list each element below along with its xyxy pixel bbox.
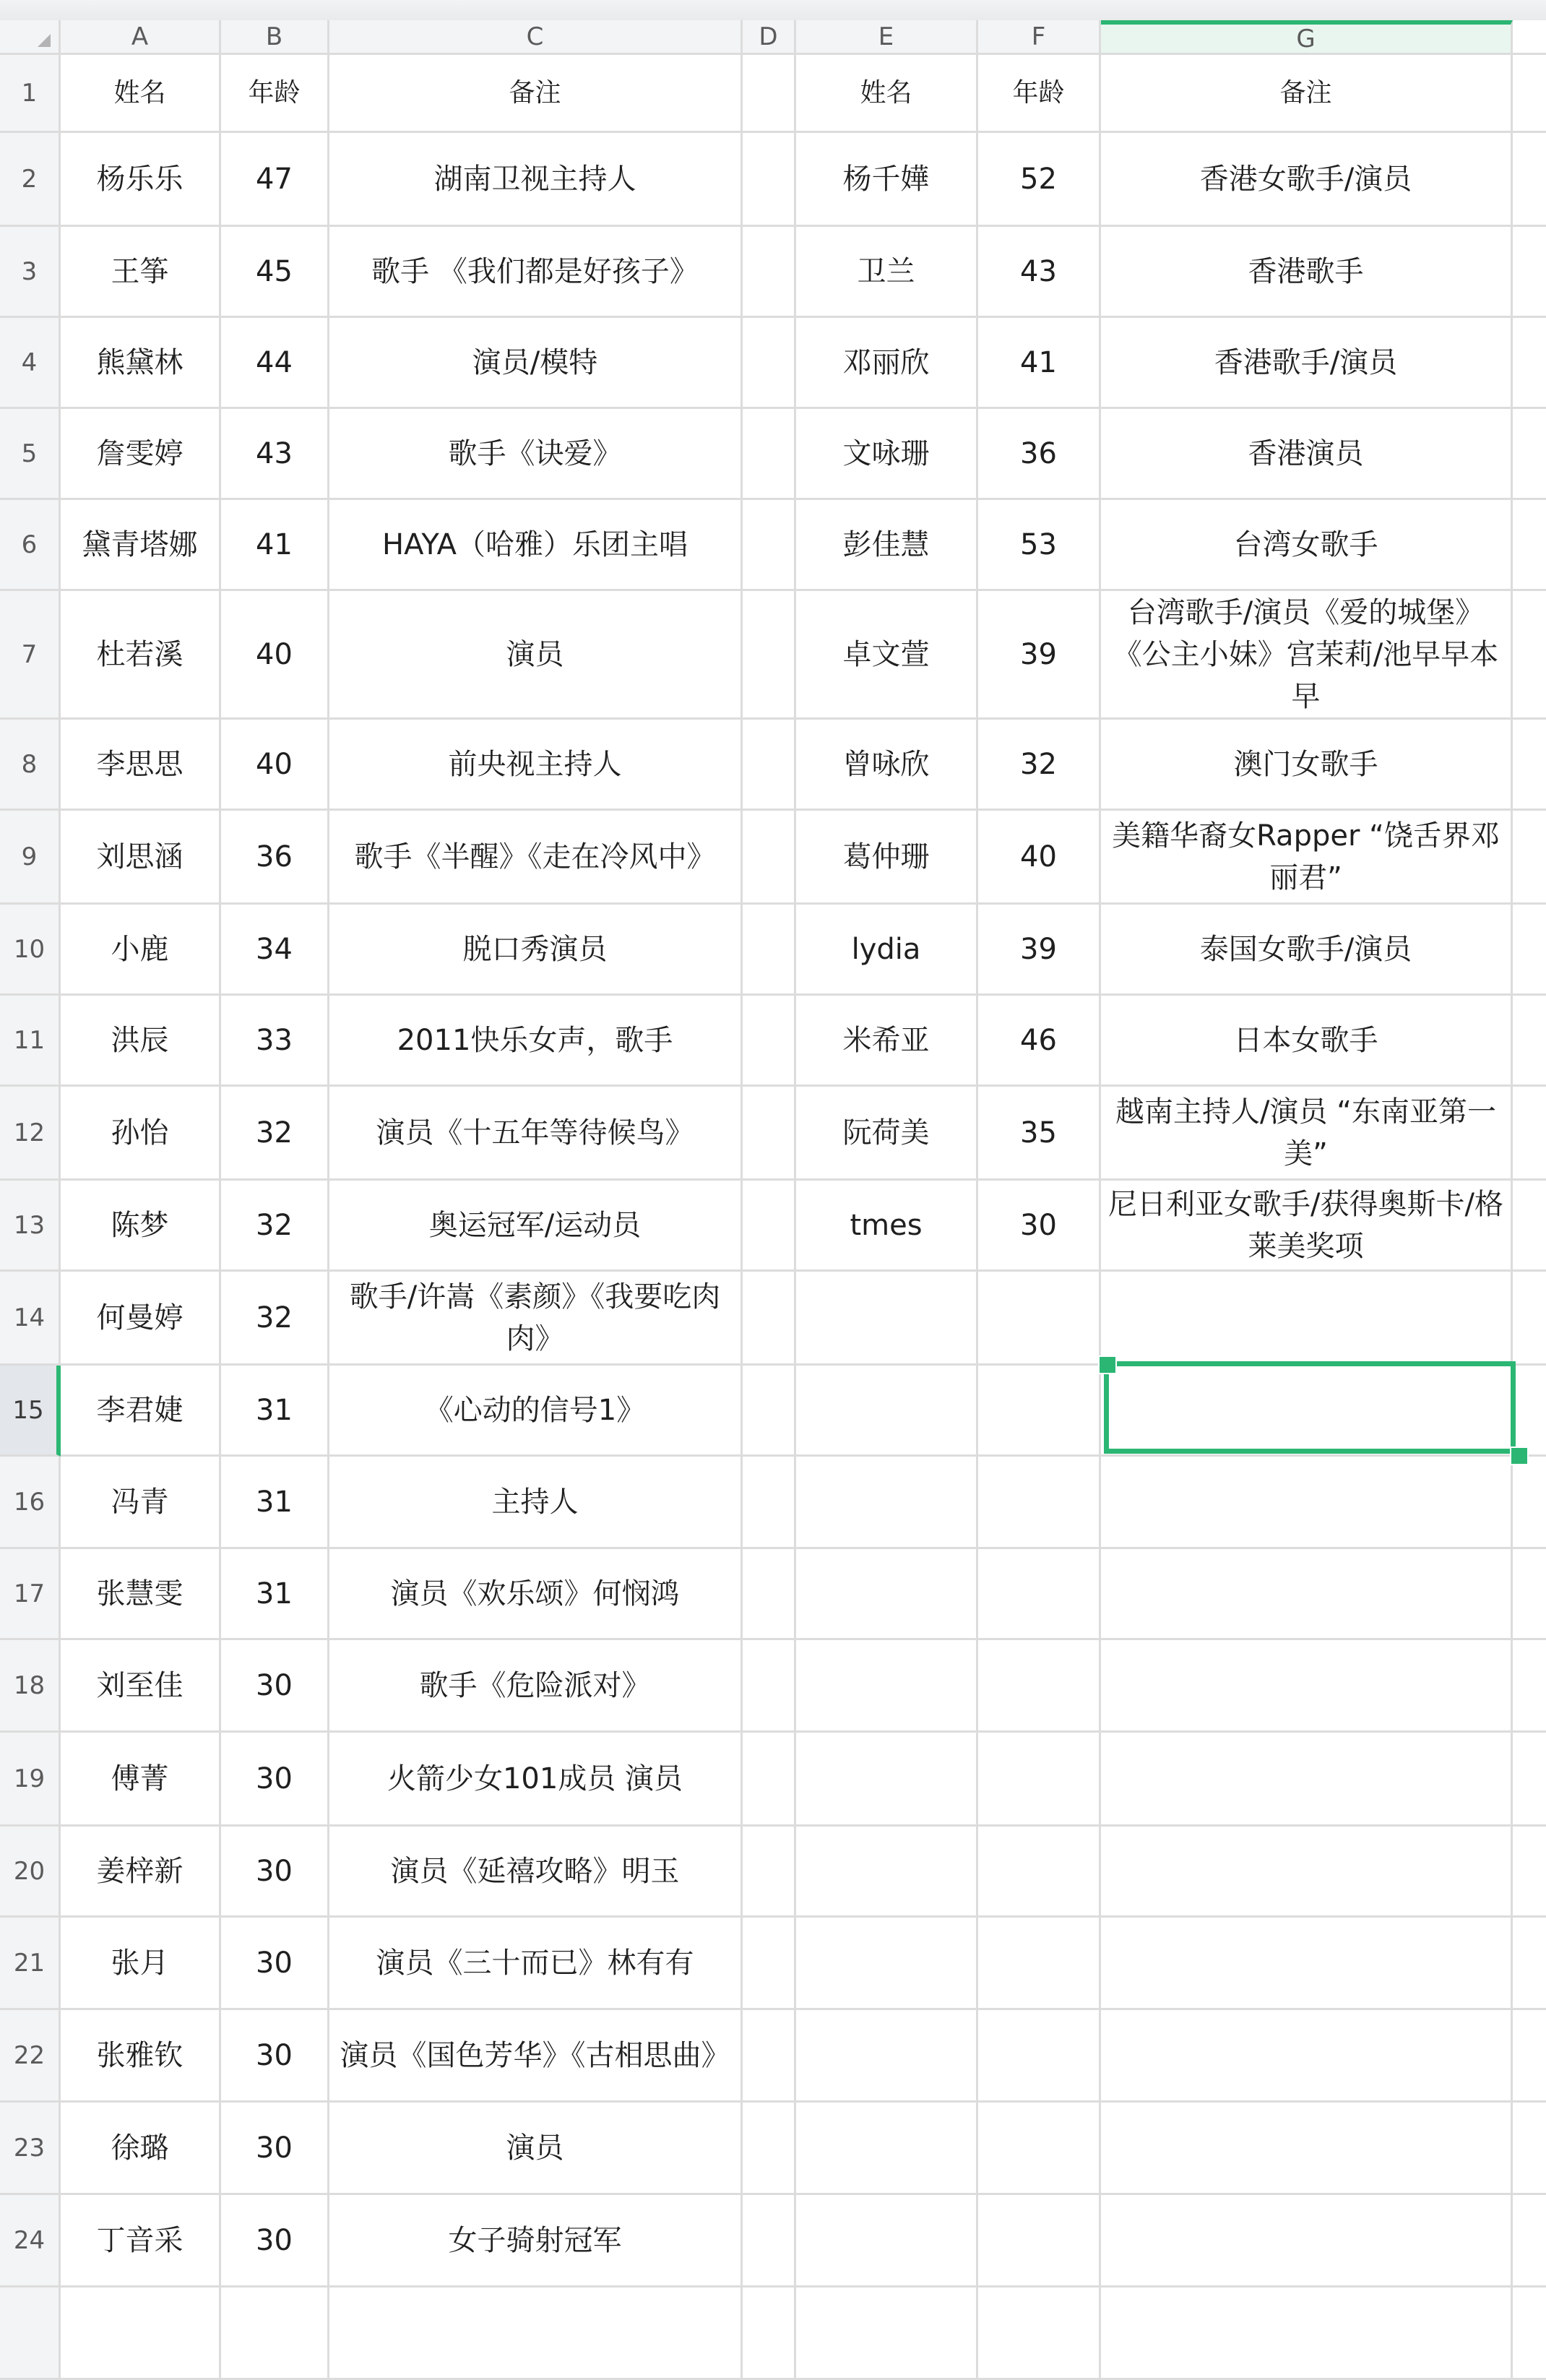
row-header-2[interactable]: 2	[0, 133, 61, 227]
cell-f23[interactable]	[978, 2103, 1101, 2195]
cell-a13[interactable]: 陈梦	[61, 1181, 221, 1272]
cell-f2[interactable]: 52	[978, 133, 1101, 227]
cell-d13[interactable]	[743, 1181, 796, 1272]
cell-d1[interactable]	[743, 55, 796, 133]
row-header-10[interactable]: 10	[0, 905, 61, 996]
grid-edge	[1513, 409, 1546, 500]
cell-g5[interactable]: 香港演员	[1101, 409, 1513, 500]
cell-e13[interactable]: tmes	[796, 1181, 978, 1272]
cell-g2[interactable]: 香港女歌手/演员	[1101, 133, 1513, 227]
cell-b17[interactable]: 31	[221, 1549, 329, 1640]
cell-a16[interactable]: 冯青	[61, 1457, 221, 1549]
cell-b9[interactable]: 36	[221, 811, 329, 905]
cell-e8[interactable]: 曾咏欣	[796, 720, 978, 811]
cell-b19[interactable]: 30	[221, 1733, 329, 1827]
cell-g23[interactable]	[1101, 2103, 1513, 2195]
cell-c14[interactable]: 歌手/许嵩《素颜》《我要吃肉肉》	[329, 1272, 743, 1366]
cell-b11[interactable]: 33	[221, 996, 329, 1087]
cell-b20[interactable]: 30	[221, 1827, 329, 1918]
cell-d10[interactable]	[743, 905, 796, 996]
grid-edge	[1513, 55, 1546, 133]
cell-a4[interactable]: 熊黛林	[61, 318, 221, 409]
cell-g22[interactable]	[1101, 2010, 1513, 2103]
cell-c17[interactable]: 演员《欢乐颂》何悯鸿	[329, 1549, 743, 1640]
cell-e6[interactable]: 彭佳慧	[796, 500, 978, 591]
cell-e9[interactable]: 葛仲珊	[796, 811, 978, 905]
cell-a7[interactable]: 杜若溪	[61, 591, 221, 720]
grid-edge	[1513, 1457, 1546, 1549]
grid-edge	[1513, 1918, 1546, 2010]
cell-e22[interactable]	[796, 2010, 978, 2103]
cell-b4[interactable]: 44	[221, 318, 329, 409]
partial-cell	[61, 2288, 221, 2380]
cell-a21[interactable]: 张月	[61, 1918, 221, 2010]
cell-d21[interactable]	[743, 1918, 796, 2010]
row-header-8[interactable]: 8	[0, 720, 61, 811]
row-header-13[interactable]: 13	[0, 1181, 61, 1272]
cell-g19[interactable]	[1101, 1733, 1513, 1827]
cell-f9[interactable]: 40	[978, 811, 1101, 905]
cell-g21[interactable]	[1101, 1918, 1513, 2010]
cell-f12[interactable]: 35	[978, 1087, 1101, 1181]
cell-b10[interactable]: 34	[221, 905, 329, 996]
cell-a8[interactable]: 李思思	[61, 720, 221, 811]
cell-c11[interactable]: 2011快乐女声，歌手	[329, 996, 743, 1087]
grid-edge	[1513, 227, 1546, 318]
row-header-3[interactable]: 3	[0, 227, 61, 318]
grid-edge	[1513, 591, 1546, 720]
cell-d14[interactable]	[743, 1272, 796, 1366]
column-header-a[interactable]: A	[61, 20, 221, 55]
cell-a19[interactable]: 傅菁	[61, 1733, 221, 1827]
cell-e24[interactable]	[796, 2195, 978, 2288]
cell-a5[interactable]: 詹雯婷	[61, 409, 221, 500]
cell-g18[interactable]	[1101, 1640, 1513, 1733]
row-header-partial	[0, 2288, 61, 2380]
cell-e18[interactable]	[796, 1640, 978, 1733]
grid-edge	[1513, 1640, 1546, 1733]
cell-g17[interactable]	[1101, 1549, 1513, 1640]
cell-b5[interactable]: 43	[221, 409, 329, 500]
cell-d18[interactable]	[743, 1640, 796, 1733]
cell-f5[interactable]: 36	[978, 409, 1101, 500]
row-header-11[interactable]: 11	[0, 996, 61, 1087]
cell-a3[interactable]: 王筝	[61, 227, 221, 318]
row-header-19[interactable]: 19	[0, 1733, 61, 1827]
row-header-21[interactable]: 21	[0, 1918, 61, 2010]
grid-edge	[1513, 2010, 1546, 2103]
cell-g9[interactable]: 美籍华裔女Rapper “饶舌界邓丽君”	[1101, 811, 1513, 905]
cell-b1[interactable]: 年龄	[221, 55, 329, 133]
cell-f1[interactable]: 年龄	[978, 55, 1101, 133]
cell-c16[interactable]: 主持人	[329, 1457, 743, 1549]
grid-edge	[1513, 318, 1546, 409]
row-header-15[interactable]: 15	[0, 1366, 61, 1457]
cell-a17[interactable]: 张慧雯	[61, 1549, 221, 1640]
cell-g11[interactable]: 日本女歌手	[1101, 996, 1513, 1087]
cell-f22[interactable]	[978, 2010, 1101, 2103]
row-header-24[interactable]: 24	[0, 2195, 61, 2288]
column-header-c[interactable]: C	[329, 20, 743, 55]
cell-b21[interactable]: 30	[221, 1918, 329, 2010]
cell-e16[interactable]	[796, 1457, 978, 1549]
cell-g13[interactable]: 尼日利亚女歌手/获得奥斯卡/格莱美奖项	[1101, 1181, 1513, 1272]
cell-c20[interactable]: 演员《延禧攻略》明玉	[329, 1827, 743, 1918]
cell-c24[interactable]: 女子骑射冠军	[329, 2195, 743, 2288]
column-header-d[interactable]: D	[743, 20, 796, 55]
cell-b7[interactable]: 40	[221, 591, 329, 720]
cell-f7[interactable]: 39	[978, 591, 1101, 720]
column-header-f[interactable]: F	[978, 20, 1101, 55]
cell-c22[interactable]: 演员《国色芳华》《古相思曲》	[329, 2010, 743, 2103]
cell-c19[interactable]: 火箭少女101成员 演员	[329, 1733, 743, 1827]
cell-g4[interactable]: 香港歌手/演员	[1101, 318, 1513, 409]
cell-c4[interactable]: 演员/模特	[329, 318, 743, 409]
cell-e4[interactable]: 邓丽欣	[796, 318, 978, 409]
cell-c8[interactable]: 前央视主持人	[329, 720, 743, 811]
cell-d9[interactable]	[743, 811, 796, 905]
row-header-4[interactable]: 4	[0, 318, 61, 409]
grid-edge	[1513, 720, 1546, 811]
cell-f6[interactable]: 53	[978, 500, 1101, 591]
select-all-icon	[38, 34, 51, 47]
row-header-20[interactable]: 20	[0, 1827, 61, 1918]
cell-e17[interactable]	[796, 1549, 978, 1640]
column-header-e[interactable]: E	[796, 20, 978, 55]
grid-edge	[1513, 905, 1546, 996]
cell-d8[interactable]	[743, 720, 796, 811]
cell-b15[interactable]: 31	[221, 1366, 329, 1457]
partial-cell	[221, 2288, 329, 2380]
cell-f17[interactable]	[978, 1549, 1101, 1640]
cell-d2[interactable]	[743, 133, 796, 227]
cell-e19[interactable]	[796, 1733, 978, 1827]
cell-e12[interactable]: 阮荷美	[796, 1087, 978, 1181]
row-header-16[interactable]: 16	[0, 1457, 61, 1549]
grid-edge	[1513, 2288, 1546, 2380]
cell-c12[interactable]: 演员《十五年等待候鸟》	[329, 1087, 743, 1181]
cell-a1[interactable]: 姓名	[61, 55, 221, 133]
cell-e15[interactable]	[796, 1366, 978, 1457]
grid-edge	[1513, 1087, 1546, 1181]
cell-b22[interactable]: 30	[221, 2010, 329, 2103]
cell-c13[interactable]: 奥运冠军/运动员	[329, 1181, 743, 1272]
cell-e1[interactable]: 姓名	[796, 55, 978, 133]
cell-e5[interactable]: 文咏珊	[796, 409, 978, 500]
cell-e14[interactable]	[796, 1272, 978, 1366]
row-header-17[interactable]: 17	[0, 1549, 61, 1640]
cell-b16[interactable]: 31	[221, 1457, 329, 1549]
cell-g7[interactable]: 台湾歌手/演员《爱的城堡》《公主小妹》宫茉莉/池早早本早	[1101, 591, 1513, 720]
partial-cell	[978, 2288, 1101, 2380]
cell-f15[interactable]	[978, 1366, 1101, 1457]
cell-a6[interactable]: 黛青塔娜	[61, 500, 221, 591]
cell-f4[interactable]: 41	[978, 318, 1101, 409]
grid-edge	[1513, 20, 1546, 55]
cell-d19[interactable]	[743, 1733, 796, 1827]
row-header-22[interactable]: 22	[0, 2010, 61, 2103]
cell-b23[interactable]: 30	[221, 2103, 329, 2195]
cell-b6[interactable]: 41	[221, 500, 329, 591]
cell-a22[interactable]: 张雅钦	[61, 2010, 221, 2103]
cell-d17[interactable]	[743, 1549, 796, 1640]
partial-cell	[796, 2288, 978, 2380]
cell-b18[interactable]: 30	[221, 1640, 329, 1733]
cell-a11[interactable]: 洪辰	[61, 996, 221, 1087]
cell-d3[interactable]	[743, 227, 796, 318]
cell-a9[interactable]: 刘思涵	[61, 811, 221, 905]
grid-edge	[1513, 996, 1546, 1087]
cell-c18[interactable]: 歌手《危险派对》	[329, 1640, 743, 1733]
cell-d7[interactable]	[743, 591, 796, 720]
grid-edge	[1513, 1272, 1546, 1366]
cell-d23[interactable]	[743, 2103, 796, 2195]
cell-g15[interactable]	[1101, 1366, 1513, 1457]
cell-d22[interactable]	[743, 2010, 796, 2103]
cell-e3[interactable]: 卫兰	[796, 227, 978, 318]
cell-e11[interactable]: 米希亚	[796, 996, 978, 1087]
grid-edge	[1513, 500, 1546, 591]
cell-b13[interactable]: 32	[221, 1181, 329, 1272]
cell-b8[interactable]: 40	[221, 720, 329, 811]
cell-f20[interactable]	[978, 1827, 1101, 1918]
row-header-23[interactable]: 23	[0, 2103, 61, 2195]
cell-c7[interactable]: 演员	[329, 591, 743, 720]
cell-c21[interactable]: 演员《三十而已》林有有	[329, 1918, 743, 2010]
cell-d6[interactable]	[743, 500, 796, 591]
column-header-g[interactable]: G	[1101, 20, 1513, 55]
cell-b3[interactable]: 45	[221, 227, 329, 318]
cell-g8[interactable]: 澳门女歌手	[1101, 720, 1513, 811]
cell-c1[interactable]: 备注	[329, 55, 743, 133]
cell-d20[interactable]	[743, 1827, 796, 1918]
cell-c9[interactable]: 歌手《半醒》《走在冷风中》	[329, 811, 743, 905]
cell-a15[interactable]: 李君婕	[61, 1366, 221, 1457]
cell-a23[interactable]: 徐璐	[61, 2103, 221, 2195]
row-header-18[interactable]: 18	[0, 1640, 61, 1733]
cell-f13[interactable]: 30	[978, 1181, 1101, 1272]
partial-cell	[1101, 2288, 1513, 2380]
cell-g14[interactable]	[1101, 1272, 1513, 1366]
cell-g1[interactable]: 备注	[1101, 55, 1513, 133]
cell-d15[interactable]	[743, 1366, 796, 1457]
selection-handle-top-left[interactable]	[1098, 1355, 1117, 1374]
cell-a2[interactable]: 杨乐乐	[61, 133, 221, 227]
cell-g6[interactable]: 台湾女歌手	[1101, 500, 1513, 591]
cell-f18[interactable]	[978, 1640, 1101, 1733]
cell-g10[interactable]: 泰国女歌手/演员	[1101, 905, 1513, 996]
cell-f8[interactable]: 32	[978, 720, 1101, 811]
cell-c2[interactable]: 湖南卫视主持人	[329, 133, 743, 227]
fill-handle[interactable]	[1510, 1446, 1529, 1465]
row-header-9[interactable]: 9	[0, 811, 61, 905]
cell-b2[interactable]: 47	[221, 133, 329, 227]
grid-edge	[1513, 1827, 1546, 1918]
cell-a14[interactable]: 何曼婷	[61, 1272, 221, 1366]
partial-cell	[743, 2288, 796, 2380]
cell-b24[interactable]: 30	[221, 2195, 329, 2288]
cell-a20[interactable]: 姜梓新	[61, 1827, 221, 1918]
grid-edge	[1513, 2103, 1546, 2195]
row-header-6[interactable]: 6	[0, 500, 61, 591]
window-top-bar	[0, 0, 1546, 20]
cell-d11[interactable]	[743, 996, 796, 1087]
cell-f14[interactable]	[978, 1272, 1101, 1366]
cell-e7[interactable]: 卓文萱	[796, 591, 978, 720]
cell-e23[interactable]	[796, 2103, 978, 2195]
column-header-b[interactable]: B	[221, 20, 329, 55]
grid-edge	[1513, 1366, 1546, 1457]
cell-g20[interactable]	[1101, 1827, 1513, 1918]
select-all-corner[interactable]	[0, 20, 61, 55]
partial-cell	[329, 2288, 743, 2380]
cell-e21[interactable]	[796, 1918, 978, 2010]
cell-g3[interactable]: 香港歌手	[1101, 227, 1513, 318]
cell-d5[interactable]	[743, 409, 796, 500]
cell-e2[interactable]: 杨千嬅	[796, 133, 978, 227]
cell-a12[interactable]: 孙怡	[61, 1087, 221, 1181]
grid-edge	[1513, 1549, 1546, 1640]
row-header-1[interactable]: 1	[0, 55, 61, 133]
row-header-14[interactable]: 14	[0, 1272, 61, 1366]
grid-edge	[1513, 1733, 1546, 1827]
cell-f3[interactable]: 43	[978, 227, 1101, 318]
cell-d12[interactable]	[743, 1087, 796, 1181]
cell-b12[interactable]: 32	[221, 1087, 329, 1181]
grid-edge	[1513, 2195, 1546, 2288]
cell-f16[interactable]	[978, 1457, 1101, 1549]
cell-c15[interactable]: 《心动的信号1》	[329, 1366, 743, 1457]
cell-f19[interactable]	[978, 1733, 1101, 1827]
cell-d16[interactable]	[743, 1457, 796, 1549]
cell-e20[interactable]	[796, 1827, 978, 1918]
cell-c6[interactable]: HAYA（哈雅）乐团主唱	[329, 500, 743, 591]
cell-g16[interactable]	[1101, 1457, 1513, 1549]
cell-a18[interactable]: 刘至佳	[61, 1640, 221, 1733]
cell-g12[interactable]: 越南主持人/演员 “东南亚第一美”	[1101, 1087, 1513, 1181]
row-header-7[interactable]: 7	[0, 591, 61, 720]
cell-f21[interactable]	[978, 1918, 1101, 2010]
cell-a24[interactable]: 丁音采	[61, 2195, 221, 2288]
cell-c5[interactable]: 歌手《诀爱》	[329, 409, 743, 500]
grid-edge	[1513, 811, 1546, 905]
spreadsheet-grid[interactable]	[0, 20, 1546, 2380]
cell-b14[interactable]: 32	[221, 1272, 329, 1366]
cell-c23[interactable]: 演员	[329, 2103, 743, 2195]
cell-a10[interactable]: 小鹿	[61, 905, 221, 996]
cell-f11[interactable]: 46	[978, 996, 1101, 1087]
cell-c3[interactable]: 歌手 《我们都是好孩子》	[329, 227, 743, 318]
cell-g24[interactable]	[1101, 2195, 1513, 2288]
grid-edge	[1513, 1181, 1546, 1272]
grid-edge	[1513, 133, 1546, 227]
cell-c10[interactable]: 脱口秀演员	[329, 905, 743, 996]
cell-f10[interactable]: 39	[978, 905, 1101, 996]
row-header-5[interactable]: 5	[0, 409, 61, 500]
cell-d24[interactable]	[743, 2195, 796, 2288]
cell-d4[interactable]	[743, 318, 796, 409]
row-header-12[interactable]: 12	[0, 1087, 61, 1181]
cell-e10[interactable]: lydia	[796, 905, 978, 996]
cell-f24[interactable]	[978, 2195, 1101, 2288]
